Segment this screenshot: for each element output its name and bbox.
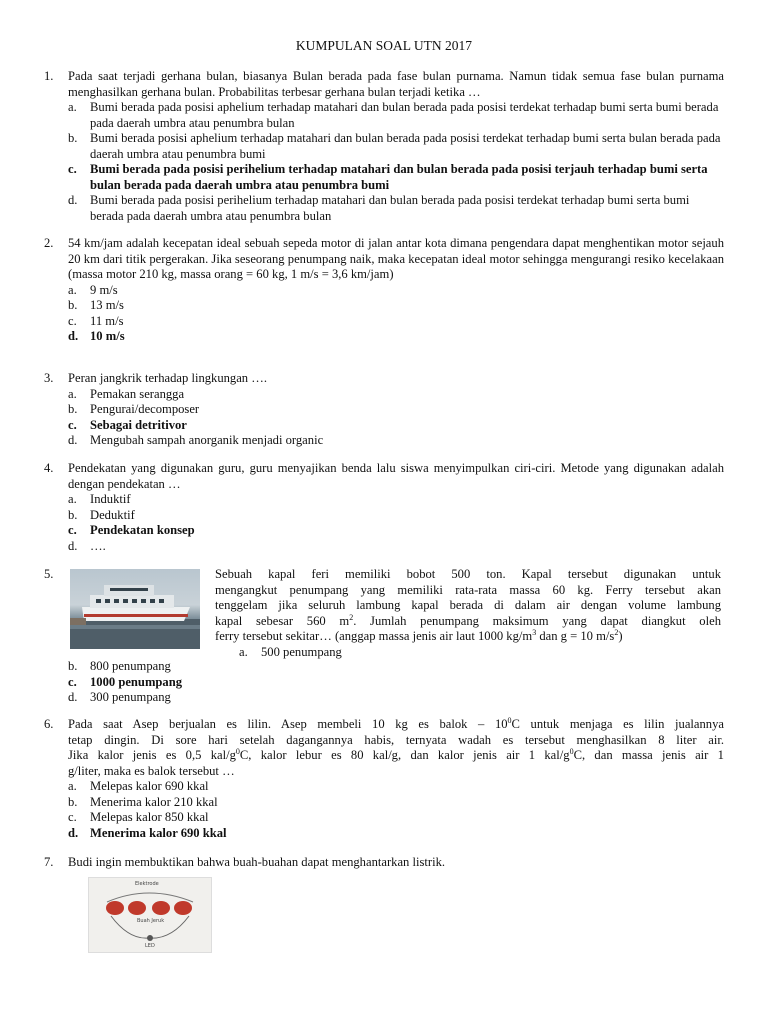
option-b: b. Pengurai/decomposer	[68, 402, 200, 416]
ferry-photo	[70, 569, 200, 649]
option-a: a. Melepas kalor 690 kkal	[68, 779, 209, 793]
question-text: Budi ingin membuktikan bahwa buah-buahan dapat menghantarkan listrik.	[68, 855, 446, 869]
question-text: Pada saat Asep berjualan es lilin. Asep membeli 10 kg es balok – $10^0C$ untuk menjaga es lilin jualannya tetap dingin. Di sore hari setelah dagangannya habis, ternyata wadah es tersebut menghasilkan 8 liter air. Jika kalor jenis es 0,5 kal/$g^0C$, kalor lebur es 80 kal/g, dan kalor jenis air 1 kal/$g^0C$, dan massa jenis air 1 g/liter, maka es balok tersebut …	[68, 715, 724, 778]
question-6	[44, 717, 724, 841]
option-b: b. Menerima kalor 210 kkal	[68, 794, 218, 809]
options-list	[68, 100, 724, 224]
question-text: Pada saat terjadi gerhana bulan, biasanya Bulan berada pada fase bulan purnama. Namun tidak semua fase bulan purnama menghasilkan gerhana bulan. Probabilitas terbesar gerhana bulan terjadi ketika …	[68, 69, 724, 99]
options-list	[68, 387, 724, 449]
option-b: b. 800 penumpang	[68, 659, 171, 673]
option-b: b. 13 m/s	[68, 298, 124, 312]
option-c: c. Melepas kalor 850 kkal	[68, 810, 209, 824]
fruit-circuit-icon	[89, 878, 211, 952]
option-a: a. Bumi berada pada posisi aphelium terhadap matahari dan bulan berada pada posisi terdekat terhadap bumi serta bumi berada pada daerah umbra atau penumbra bulan	[68, 100, 719, 130]
option-c: c. 11 m/s	[68, 313, 124, 328]
option-c-answer: c. Bumi berada pada posisi perihelium terhadap matahari dan bulan berada pada posisi terjauh terhadap bumi serta bulan berada pada daerah umbra atau penumbra bumi	[68, 162, 708, 192]
question-4	[44, 461, 724, 554]
question-number: 6.	[44, 717, 54, 731]
option-d: d. Bumi berada pada posisi perihelium terhadap matahari dan bulan berada pada posisi terdekat terhadap bumi serta bumi berada pada daerah umbra atau penumbra bulan	[68, 193, 690, 223]
led-label: LED	[145, 943, 155, 949]
option-c-answer: c. 1000 penumpang	[68, 674, 183, 689]
question-5	[44, 567, 724, 707]
question-text: Peran jangkrik terhadap lingkungan ….	[68, 371, 267, 385]
question-7	[44, 855, 724, 949]
question-number: 1.	[44, 69, 54, 83]
option-a: a. 9 m/s	[68, 282, 118, 297]
option-d-answer: d. Menerima kalor 690 kkal	[68, 825, 227, 840]
option-d: d. 300 penumpang	[68, 690, 171, 704]
option-a: a. Pemakan serangga	[68, 386, 185, 401]
question-number: 2.	[44, 236, 54, 250]
options-list	[68, 779, 724, 841]
question-text: Sebuah kapal feri memiliki bobot 500 ton. Kapal tersebut digunakan untuk mengangkut penumpang yang memiliki rata-rata massa 60 kg. Ferry tersebut akan tenggelam jika seluruh lambung kapal berada di dalam air dengan volume lambung kapal sebesar 560 $m^2$. Jumlah penumpang maksimum yang dapat diangkut oleh ferry tersebut sekitar… (anggap massa jenis air laut 1000 $kg/m^3$ dan g = 10 $m/s^2$) a. 500 penumpang	[215, 567, 721, 659]
option-a: a. 500 penumpang	[239, 644, 342, 659]
question-text: Pendekatan yang digunakan guru, guru menyajikan benda lalu siswa menyimpulkan ciri-ciri. Metode yang digunakan adalah dengan pendekatan …	[68, 461, 724, 491]
option-c-answer: c. Pendekatan konsep	[68, 523, 195, 537]
electrode-label: Elektrode	[135, 881, 159, 887]
options-list	[68, 283, 724, 345]
question-1	[44, 69, 724, 224]
option-b: b. Bumi berada posisi aphelium terhadap matahari dan bulan berada pada posisi terdekat terhadap bumi serta bulan berada pada daerah umbra atau penumbra bumi	[68, 131, 721, 161]
question-2	[44, 236, 724, 345]
question-3	[44, 371, 724, 449]
option-c-answer: c. Sebagai detritivor	[68, 417, 187, 432]
option-a: a. Induktif	[68, 492, 131, 506]
option-b: b. Deduktif	[68, 507, 135, 522]
option-d: d. ….	[68, 538, 106, 553]
question-number: 5.	[44, 567, 54, 581]
question-number: 3.	[44, 371, 54, 385]
options-list	[68, 492, 724, 554]
options-list	[68, 659, 182, 706]
fruit-label: Buah Jeruk	[137, 918, 165, 924]
option-d: d. Mengubah sampah anorganik menjadi organic	[68, 433, 324, 447]
question-text: 54 km/jam adalah kecepatan ideal sebuah sepeda motor di jalan antar kota dimana pengendara dapat menghentikan motor sejauh 20 km dari titik pergerakan. Jika seseorang penumpang naik, maka kecepatan ideal motor sehingga mengurangi resiko kecelakaan (massa motor 210 kg, massa orang = 60 kg, 1 m/s = 3,6 km/jam)	[68, 236, 724, 281]
fruit-battery-diagram	[88, 877, 212, 953]
ferry-ship-icon	[70, 569, 200, 649]
document-title: KUMPULAN SOAL UTN 2017	[295, 38, 473, 53]
question-number: 4.	[44, 461, 54, 475]
question-number: 7.	[44, 855, 54, 869]
option-d-answer: d. 10 m/s	[68, 329, 125, 343]
